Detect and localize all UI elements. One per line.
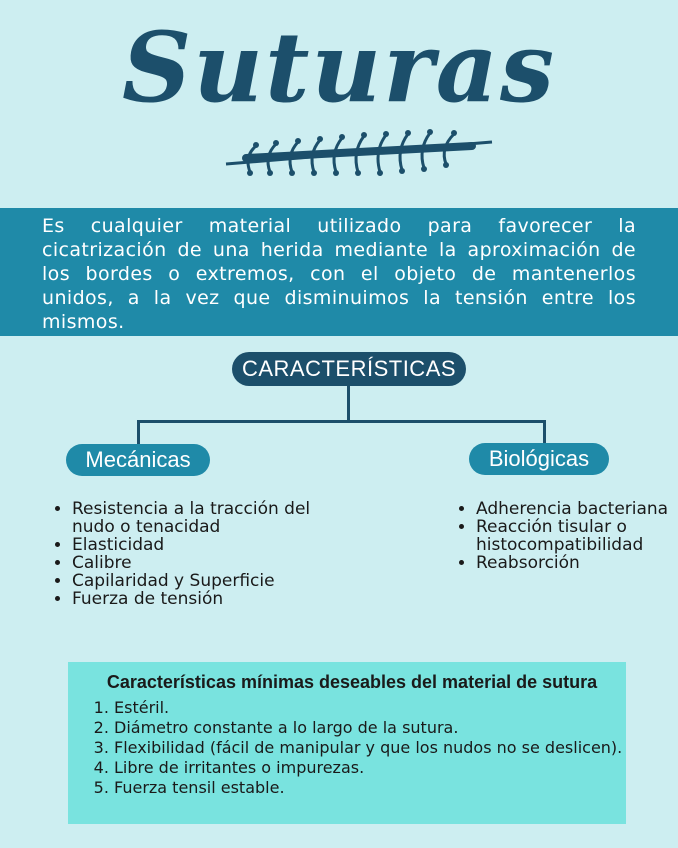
mechanical-label: Mecánicas	[66, 444, 210, 476]
connector-horizontal	[137, 420, 546, 423]
minimum-characteristics-list	[92, 698, 634, 798]
list-item: • Adherencia bacteriana	[476, 500, 678, 518]
list-item: • Reabsorción	[476, 554, 678, 572]
list-item: 5. Fuerza tensil estable.	[114, 778, 634, 798]
list-item: • Reacción tisular o histocompatibilidad	[476, 518, 678, 554]
connector-left	[137, 420, 140, 446]
list-item: • Resistencia a la tracción del nudo o tenacidad	[72, 500, 312, 536]
biological-label: Biológicas	[469, 443, 609, 475]
definition-text: Es cualquier material utilizado para favorecer la cicatrización de una herida mediante la aproximación de los bordes o extremos, con el objeto de mantenerlos unidos, a la vez que disminuimos la tensión entre los mismos.	[42, 215, 636, 333]
mechanical-list	[52, 500, 312, 608]
list-item: • Elasticidad	[72, 536, 312, 554]
list-item: 1. Estéril.	[114, 698, 634, 718]
minimum-characteristics-title: Características mínimas deseables del material de sutura	[106, 672, 598, 692]
biological-list	[456, 500, 678, 572]
list-item: 3. Flexibilidad (fácil de manipular y que los nudos no se deslicen).	[114, 738, 634, 758]
characteristics-heading: CARACTERÍSTICAS	[232, 352, 466, 386]
suture-icon	[222, 128, 496, 178]
list-item: • Capilaridad y Superficie	[72, 572, 312, 590]
list-item: 4. Libre de irritantes o impurezas.	[114, 758, 634, 778]
page-title: Suturas	[121, 11, 557, 124]
connector-right	[543, 420, 546, 445]
list-item: 2. Diámetro constante a lo largo de la sutura.	[114, 718, 634, 738]
list-item: • Fuerza de tensión	[72, 590, 312, 608]
connector-vertical-main	[347, 386, 350, 422]
list-item: • Calibre	[72, 554, 312, 572]
